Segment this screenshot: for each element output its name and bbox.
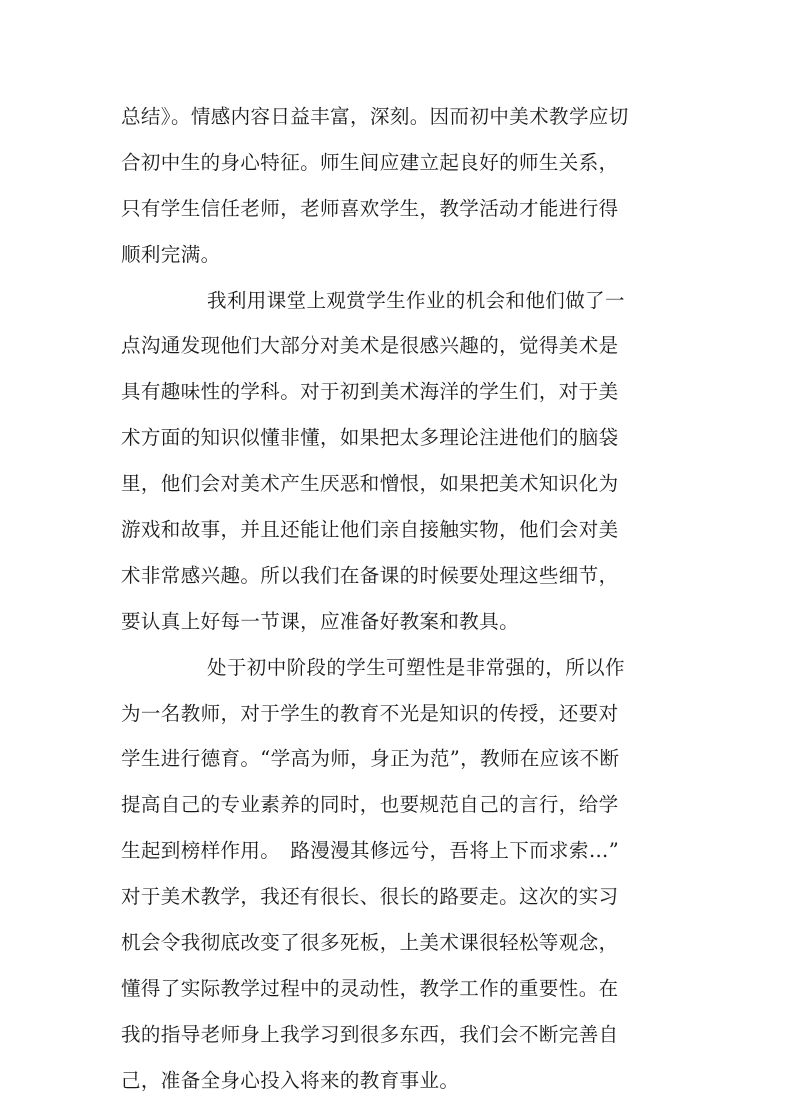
text-line: 己，准备全身心投入将来的教育事业。 [121,1068,460,1092]
text-line: 点沟通发现他们大部分对美术是很感兴趣的，觉得美术是 [121,334,619,358]
text-line: 具有趣味性的学科。对于初到美术海洋的学生们，对于美 [121,380,619,404]
paragraph-start-line: 处于初中阶段的学生可塑性是非常强的，所以作 [207,655,625,679]
text-line: 机会令我彻底改变了很多死板，上美术课很轻松等观念， [121,931,619,955]
text-line: 总结》。情感内容日益丰富，深刻。因而初中美术教学应切 [121,105,629,128]
text-line: 顺利完满。 [121,242,221,266]
text-line: 懂得了实际教学过程中的灵动性，教学工作的重要性。在 [121,976,619,1000]
text-line: 生起到榜样作用。 路漫漫其修远兮，吾将上下而求索…” [121,839,620,863]
text-line: 游戏和故事，并且还能让他们亲自接触实物，他们会对美 [121,518,619,542]
body-text [121,94,681,1104]
text-line: 只有学生信任老师，老师喜欢学生，教学活动才能进行得 [121,196,619,220]
text-line: 学生进行德育。“学高为师，身正为范”，教师在应该不断 [121,747,620,771]
text-line: 我的指导老师身上我学习到很多东西，我们会不断完善自 [121,1022,619,1046]
text-line: 对于美术教学，我还有很长、很长的路要走。这次的实习 [121,885,619,909]
text-line: 术方面的知识似懂非懂，如果把太多理论注进他们的脑袋 [121,426,619,450]
text-line: 里，他们会对美术产生厌恶和憎恨，如果把美术知识化为 [121,472,619,496]
text-line: 合初中生的身心特征。师生间应建立起良好的师生关系， [121,150,619,174]
paragraph-start-line: 我利用课堂上观赏学生作业的机会和他们做了一 [207,288,625,312]
text-line: 要认真上好每一节课，应准备好教案和教具。 [121,609,520,633]
text-line: 提高自己的专业素养的同时，也要规范自己的言行，给学 [121,793,619,817]
text-line: 为一名教师，对于学生的教育不光是知识的传授，还要对 [121,701,619,725]
text-line: 术非常感兴趣。所以我们在备课的时候要处理这些细节， [121,563,619,587]
